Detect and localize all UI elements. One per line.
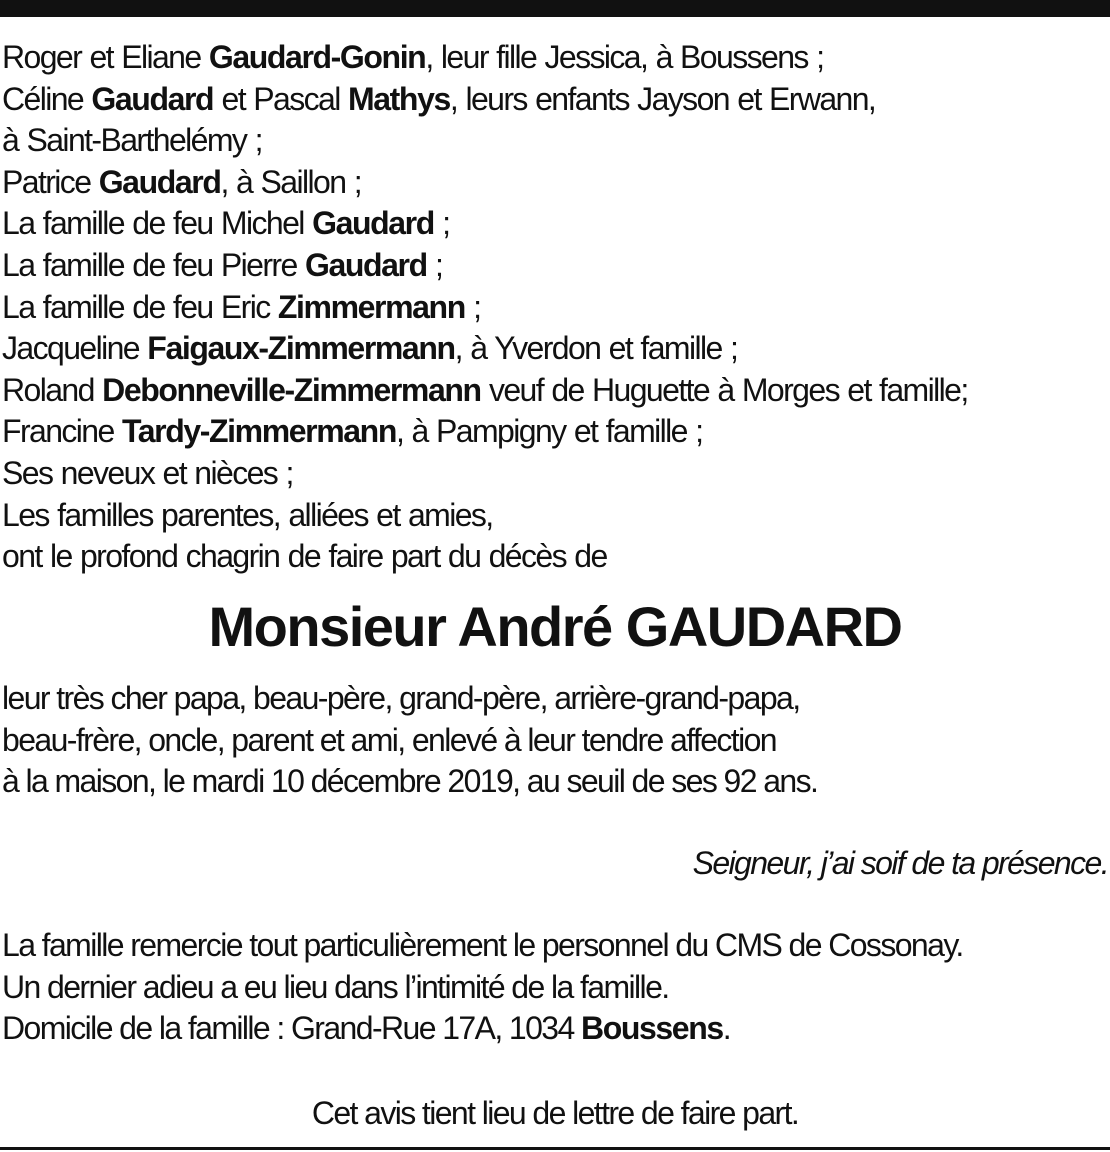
text-run: ;: [464, 288, 481, 325]
text-run: veuf de Huguette à Morges et famille;: [480, 371, 968, 408]
text-run: Patrice: [2, 163, 99, 200]
family-name: Gaudard: [98, 163, 221, 200]
mourner-line: [2, 79, 1108, 121]
verse-quote: Seigneur, j’ai soif de ta présence.: [692, 845, 1108, 881]
text-run: , à Yverdon et famille ;: [454, 330, 738, 367]
footer-note: Cet avis tient lieu de lettre de faire part.: [311, 1095, 799, 1131]
mourner-line: [2, 203, 1108, 245]
mourner-line: [2, 287, 1108, 329]
closing-line: [2, 967, 1108, 1009]
mourner-line: [2, 536, 1108, 578]
tribute-line: à la maison, le mardi 10 décembre 2019, au seuil de ses 92 ans.: [2, 763, 818, 800]
family-name: Faigaux-Zimmermann: [147, 330, 455, 367]
family-name: Tardy-Zimmermann: [122, 413, 396, 450]
mourner-line: [2, 453, 1108, 495]
deceased-name: Monsieur André GAUDARD: [208, 595, 902, 658]
mourner-line: [2, 162, 1108, 204]
mourner-line: [2, 370, 1108, 412]
family-name: Mathys: [348, 80, 450, 117]
text-run: ;: [433, 205, 450, 242]
mourner-line: [2, 37, 1108, 79]
text-run: , leurs enfants Jayson et Erwann,: [449, 80, 876, 117]
mourner-line: [2, 328, 1108, 370]
tribute-line: leur très cher papa, beau-père, grand-père, arrière-grand-papa,: [2, 680, 800, 716]
tribute-line: beau-frère, oncle, parent et ami, enlevé à leur tendre affection: [2, 721, 776, 758]
text-run: , à Pampigny et famille ;: [395, 413, 703, 450]
text-run: Francine: [2, 413, 122, 450]
family-name: Gaudard: [91, 80, 214, 117]
text-run: et Pascal: [213, 80, 349, 117]
text-run: Jacqueline: [2, 330, 148, 367]
bottom-rule: [0, 1147, 1110, 1150]
family-name: Boussens: [581, 1010, 723, 1047]
text-run: .: [722, 1010, 731, 1047]
top-rule: [0, 0, 1110, 17]
text-run: Un dernier adieu a eu lieu dans l’intimité de la famille.: [2, 968, 669, 1005]
closing-text: [2, 925, 1108, 1050]
mourners-list: [2, 37, 1108, 578]
text-run: Céline: [2, 80, 92, 117]
mourner-line: [2, 120, 1108, 162]
mourner-line: [2, 411, 1108, 453]
text-run: ont le profond chagrin de faire part du décès de: [2, 538, 607, 575]
mourner-line: [2, 245, 1108, 287]
text-run: La famille remercie tout particulièrement le personnel du CMS de Cossonay.: [2, 927, 963, 963]
text-run: Les familles parentes, alliées et amies,: [2, 496, 493, 533]
text-run: Roland: [2, 371, 103, 408]
family-name: Gaudard: [304, 246, 427, 283]
text-run: La famille de feu Eric: [2, 288, 278, 325]
text-run: Domicile de la famille : Grand-Rue 17A, 1034: [2, 1010, 581, 1047]
text-run: La famille de feu Pierre: [2, 246, 305, 283]
family-name: Zimmermann: [277, 288, 465, 325]
text-run: La famille de feu Michel: [2, 205, 313, 242]
family-name: Gaudard-Gonin: [208, 39, 426, 75]
text-run: ;: [426, 246, 443, 283]
family-name: Debonneville-Zimmermann: [102, 371, 481, 408]
mourner-line: [2, 495, 1108, 537]
closing-line: [2, 925, 1108, 967]
closing-line: [2, 1008, 1108, 1050]
text-run: , à Saillon ;: [220, 163, 361, 200]
text-run: Roger et Eliane: [2, 39, 209, 75]
text-run: à Saint-Barthelémy ;: [2, 122, 262, 159]
text-run: , leur fille Jessica, à Boussens ;: [425, 39, 824, 75]
tribute-text: [2, 677, 1108, 802]
family-name: Gaudard: [312, 205, 434, 242]
text-run: Ses neveux et nièces ;: [2, 454, 293, 491]
